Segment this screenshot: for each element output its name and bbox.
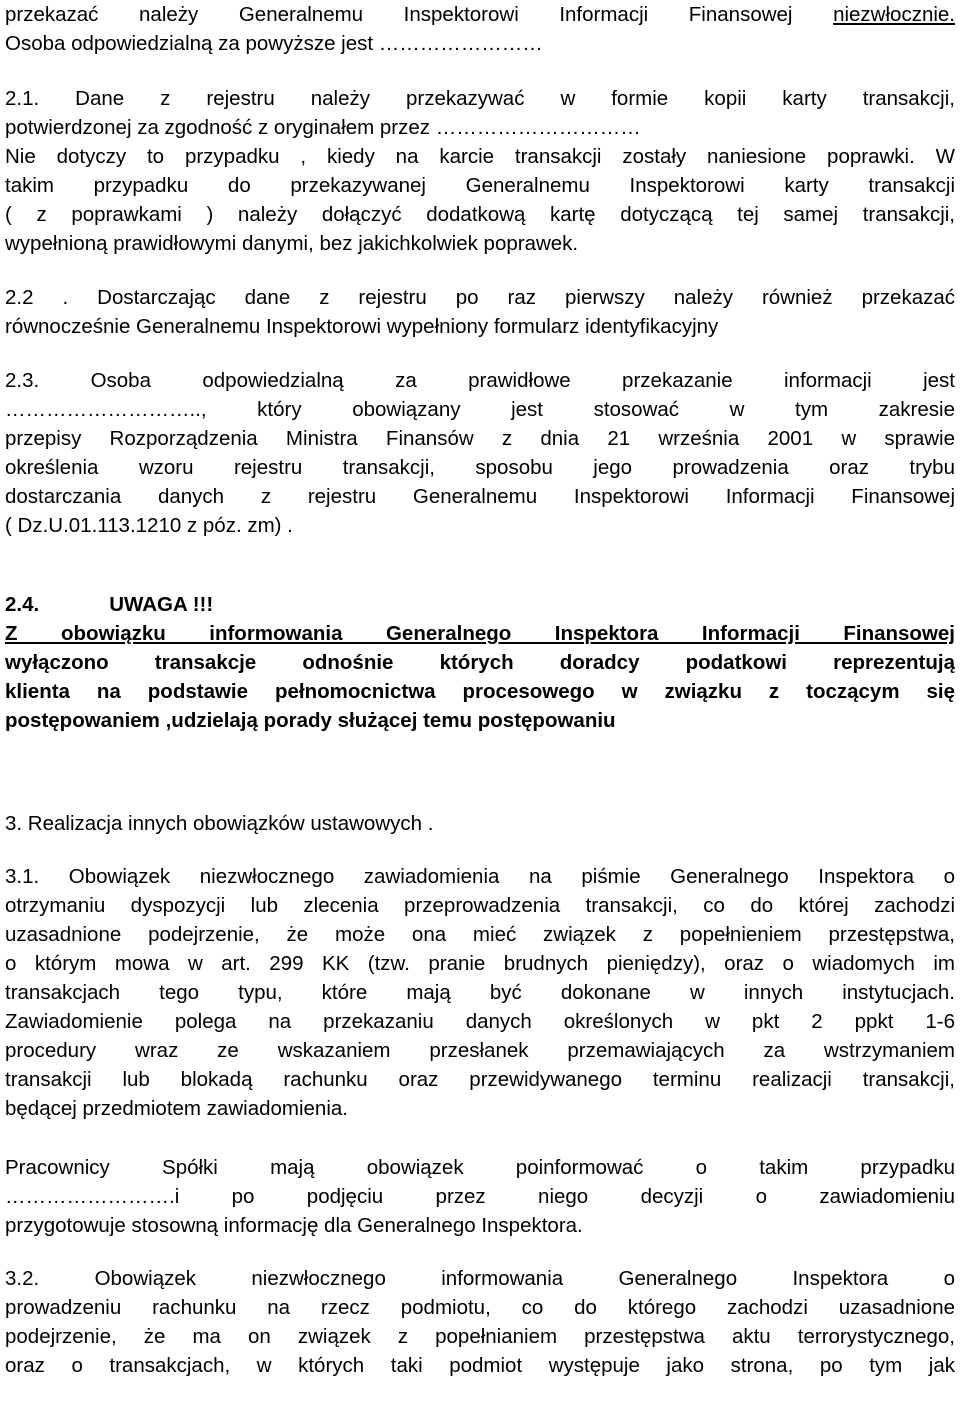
section-3-1 xyxy=(5,862,955,1123)
warning-line: postępowaniem ,udzielają porady służącej temu postępowaniu xyxy=(5,709,616,732)
section-2-1-line: wypełnioną prawidłowymi danymi, bez jakichkolwiek poprawek. xyxy=(5,232,579,255)
section-3-2-line: prowadzeniu rachunku na rzecz podmiotu, co do którego zachodzi uzasadnione xyxy=(5,1296,955,1319)
section-3-2-line: 3.2. Obowiązek niezwłocznego informowania Generalnego Inspektora o xyxy=(5,1267,955,1290)
section-2-4 xyxy=(5,590,955,735)
underlined-word: niezwłocznie. xyxy=(833,3,955,26)
intro-block xyxy=(5,0,955,58)
warning-line: wyłączono transakcje odnośnie których doradcy podatkowi reprezentują xyxy=(5,651,955,674)
section-2-3-line: 2.3. Osoba odpowiedzialną za prawidłowe przekazanie informacji jest xyxy=(5,369,955,392)
warning-label: UWAGA !!! xyxy=(109,593,214,616)
section-2-1-line: 2.1. Dane z rejestru należy przekazywać w formie kopii karty transakcji, xyxy=(5,87,955,110)
section-2-1-line: ( z poprawkami ) należy dołączyć dodatkową kartę dotyczącą tej samej transakcji, xyxy=(5,203,955,226)
section-2-1 xyxy=(5,84,955,258)
section-3-1-line: będącej przedmiotem zawiadomienia. xyxy=(5,1097,348,1120)
section-3-2-line: oraz o transakcjach, w których taki podmiot występuje jako strona, po tym jak xyxy=(5,1354,955,1377)
section-2-1-line: Nie dotyczy to przypadku , kiedy na karcie transakcji zostały naniesione poprawki. W xyxy=(5,145,955,168)
intro-line-1: przekazać należy Generalnemu Inspektorowi Informacji Finansowej niezwłocznie. xyxy=(5,3,955,26)
warning-line: klienta na podstawie pełnomocnictwa procesowego w związku z toczącym się xyxy=(5,680,955,703)
staff-paragraph-line: przygotowuje stosowną informację dla Generalnego Inspektora. xyxy=(5,1214,583,1237)
section-2-2-line: równocześnie Generalnemu Inspektorowi wypełniony formularz identyfikacyjny xyxy=(5,315,719,338)
section-3-1-line: Zawiadomienie polega na przekazaniu danych określonych w pkt 2 ppkt 1-6 xyxy=(5,1010,955,1033)
section-2-3-line: przepisy Rozporządzenia Ministra Finansów z dnia 21 września 2001 w sprawie xyxy=(5,427,955,450)
section-2-3-line: dostarczania danych z rejestru Generalnemu Inspektorowi Informacji Finansowej xyxy=(5,485,955,508)
section-2-3-line: określenia wzoru rejestru transakcji, sposobu jego prowadzenia oraz trybu xyxy=(5,456,955,479)
section-3-heading: 3. Realizacja innych obowiązków ustawowych . xyxy=(5,812,434,835)
section-2-3-line: ( Dz.U.01.113.1210 z póz. zm) . xyxy=(5,514,293,537)
section-2-2 xyxy=(5,283,955,341)
section-3-2 xyxy=(5,1264,955,1380)
section-3-1-line: otrzymaniu dyspozycji lub zlecenia przeprowadzenia transakcji, co do której zachodzi xyxy=(5,894,955,917)
section-number: 2.4. xyxy=(5,593,40,616)
section-2-1-line: potwierdzonej za zgodność z oryginałem przez ………………………… xyxy=(5,116,641,139)
section-3-1-line: 3.1. Obowiązek niezwłocznego zawiadomienia na piśmie Generalnego Inspektora o xyxy=(5,865,955,888)
section-2-3-line: ……………………….., który obowiązany jest stosować w tym zakresie xyxy=(5,398,955,421)
section-2-3 xyxy=(5,366,955,540)
section-2-1-line: takim przypadku do przekazywanej Generalnemu Inspektorowi karty transakcji xyxy=(5,174,955,197)
section-3-1-line: transakcjach tego typu, które mają być dokonane w innych instytucjach. xyxy=(5,981,955,1004)
section-3-2-line: podejrzenie, że ma on związek z popełnianiem przestępstwa aktu terrorystycznego, xyxy=(5,1325,955,1348)
section-2-2-line: 2.2 . Dostarczając dane z rejestru po raz pierwszy należy również przekazać xyxy=(5,286,955,309)
intro-line-2: Osoba odpowiedzialną za powyższe jest …………………… xyxy=(5,32,543,55)
section-3-1-line: o którym mowa w art. 299 KK (tzw. pranie brudnych pieniędzy), oraz o wiadomych im xyxy=(5,952,955,975)
staff-paragraph-line: Pracownicy Spółki mają obowiązek poinformować o takim przypadku xyxy=(5,1156,955,1179)
warning-heading xyxy=(5,590,955,619)
section-3-1-line: transakcji lub blokadą rachunku oraz przewidywanego terminu realizacji transakcji, xyxy=(5,1068,955,1091)
staff-paragraph-line: …………………….i po podjęciu przez niego decyzji o zawiadomieniu xyxy=(5,1185,955,1208)
section-3-1-line: procedury wraz ze wskazaniem przesłanek przemawiających za wstrzymaniem xyxy=(5,1039,955,1062)
staff-paragraph xyxy=(5,1153,955,1240)
warning-line: Z obowiązku informowania Generalnego Inspektora Informacji Finansowej xyxy=(5,622,955,645)
section-3 xyxy=(5,809,955,838)
section-3-1-line: uzasadnione podejrzenie, że może ona mieć związek z popełnieniem przestępstwa, xyxy=(5,923,955,946)
